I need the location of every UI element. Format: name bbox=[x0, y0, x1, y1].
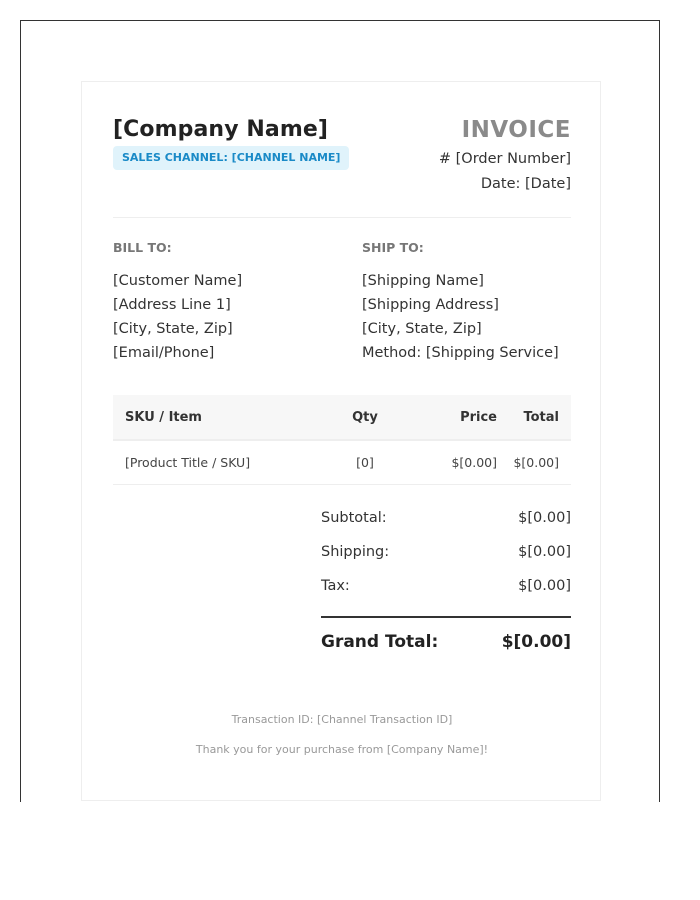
subtotal-row bbox=[321, 502, 571, 536]
tax-label: Tax: bbox=[321, 578, 350, 594]
invoice-card bbox=[81, 81, 601, 801]
bill-to-heading: BILL TO: bbox=[113, 240, 172, 255]
ship-to-line: [City, State, Zip] bbox=[362, 321, 482, 337]
tax-row bbox=[321, 570, 571, 604]
qty-cell: [0] bbox=[330, 440, 400, 485]
grand-total-divider bbox=[321, 616, 571, 618]
thank-you-message: Thank you for your purchase from [Company Name]! bbox=[195, 743, 489, 756]
column-header-total: Total bbox=[509, 395, 571, 440]
price-cell: $[0.00] bbox=[400, 440, 509, 485]
shipping-value: $[0.00] bbox=[518, 544, 571, 560]
transaction-id: Transaction ID: [Channel Transaction ID] bbox=[231, 713, 453, 726]
line-items-table bbox=[113, 395, 571, 485]
order-date: Date: [Date] bbox=[480, 176, 571, 192]
order-number: # [Order Number] bbox=[438, 151, 571, 167]
invoice-title: INVOICE bbox=[461, 117, 571, 143]
bill-to-line: [Address Line 1] bbox=[113, 297, 231, 313]
ship-to-line: [Shipping Name] bbox=[362, 273, 484, 289]
tax-value: $[0.00] bbox=[518, 578, 571, 594]
bill-to-line: [Customer Name] bbox=[113, 273, 243, 289]
grand-total-label: Grand Total: bbox=[321, 632, 439, 652]
ship-to-line: Method: [Shipping Service] bbox=[362, 345, 559, 361]
subtotal-label: Subtotal: bbox=[321, 510, 387, 526]
header-divider bbox=[113, 217, 571, 218]
ship-to-heading: SHIP TO: bbox=[362, 240, 424, 255]
grand-total-row bbox=[321, 630, 571, 656]
total-cell: $[0.00] bbox=[509, 440, 571, 485]
subtotal-value: $[0.00] bbox=[518, 510, 571, 526]
ship-to-line: [Shipping Address] bbox=[362, 297, 499, 313]
column-header-item: SKU / Item bbox=[113, 395, 330, 440]
bill-to-line: [Email/Phone] bbox=[113, 345, 215, 361]
bill-to-section bbox=[113, 240, 242, 365]
item-cell: [Product Title / SKU] bbox=[113, 440, 330, 485]
bill-to-line: [City, State, Zip] bbox=[113, 321, 233, 337]
table-row bbox=[113, 440, 571, 485]
totals-section bbox=[321, 502, 571, 652]
column-header-qty: Qty bbox=[330, 395, 400, 440]
table-header-row bbox=[113, 395, 571, 440]
sales-channel-badge: SALES CHANNEL: [CHANNEL NAME] bbox=[113, 146, 349, 170]
column-header-price: Price bbox=[400, 395, 509, 440]
shipping-row bbox=[321, 536, 571, 570]
shipping-label: Shipping: bbox=[321, 544, 390, 560]
grand-total-value: $[0.00] bbox=[501, 632, 571, 652]
company-name: [Company Name] bbox=[113, 117, 329, 142]
ship-to-section bbox=[362, 240, 559, 365]
